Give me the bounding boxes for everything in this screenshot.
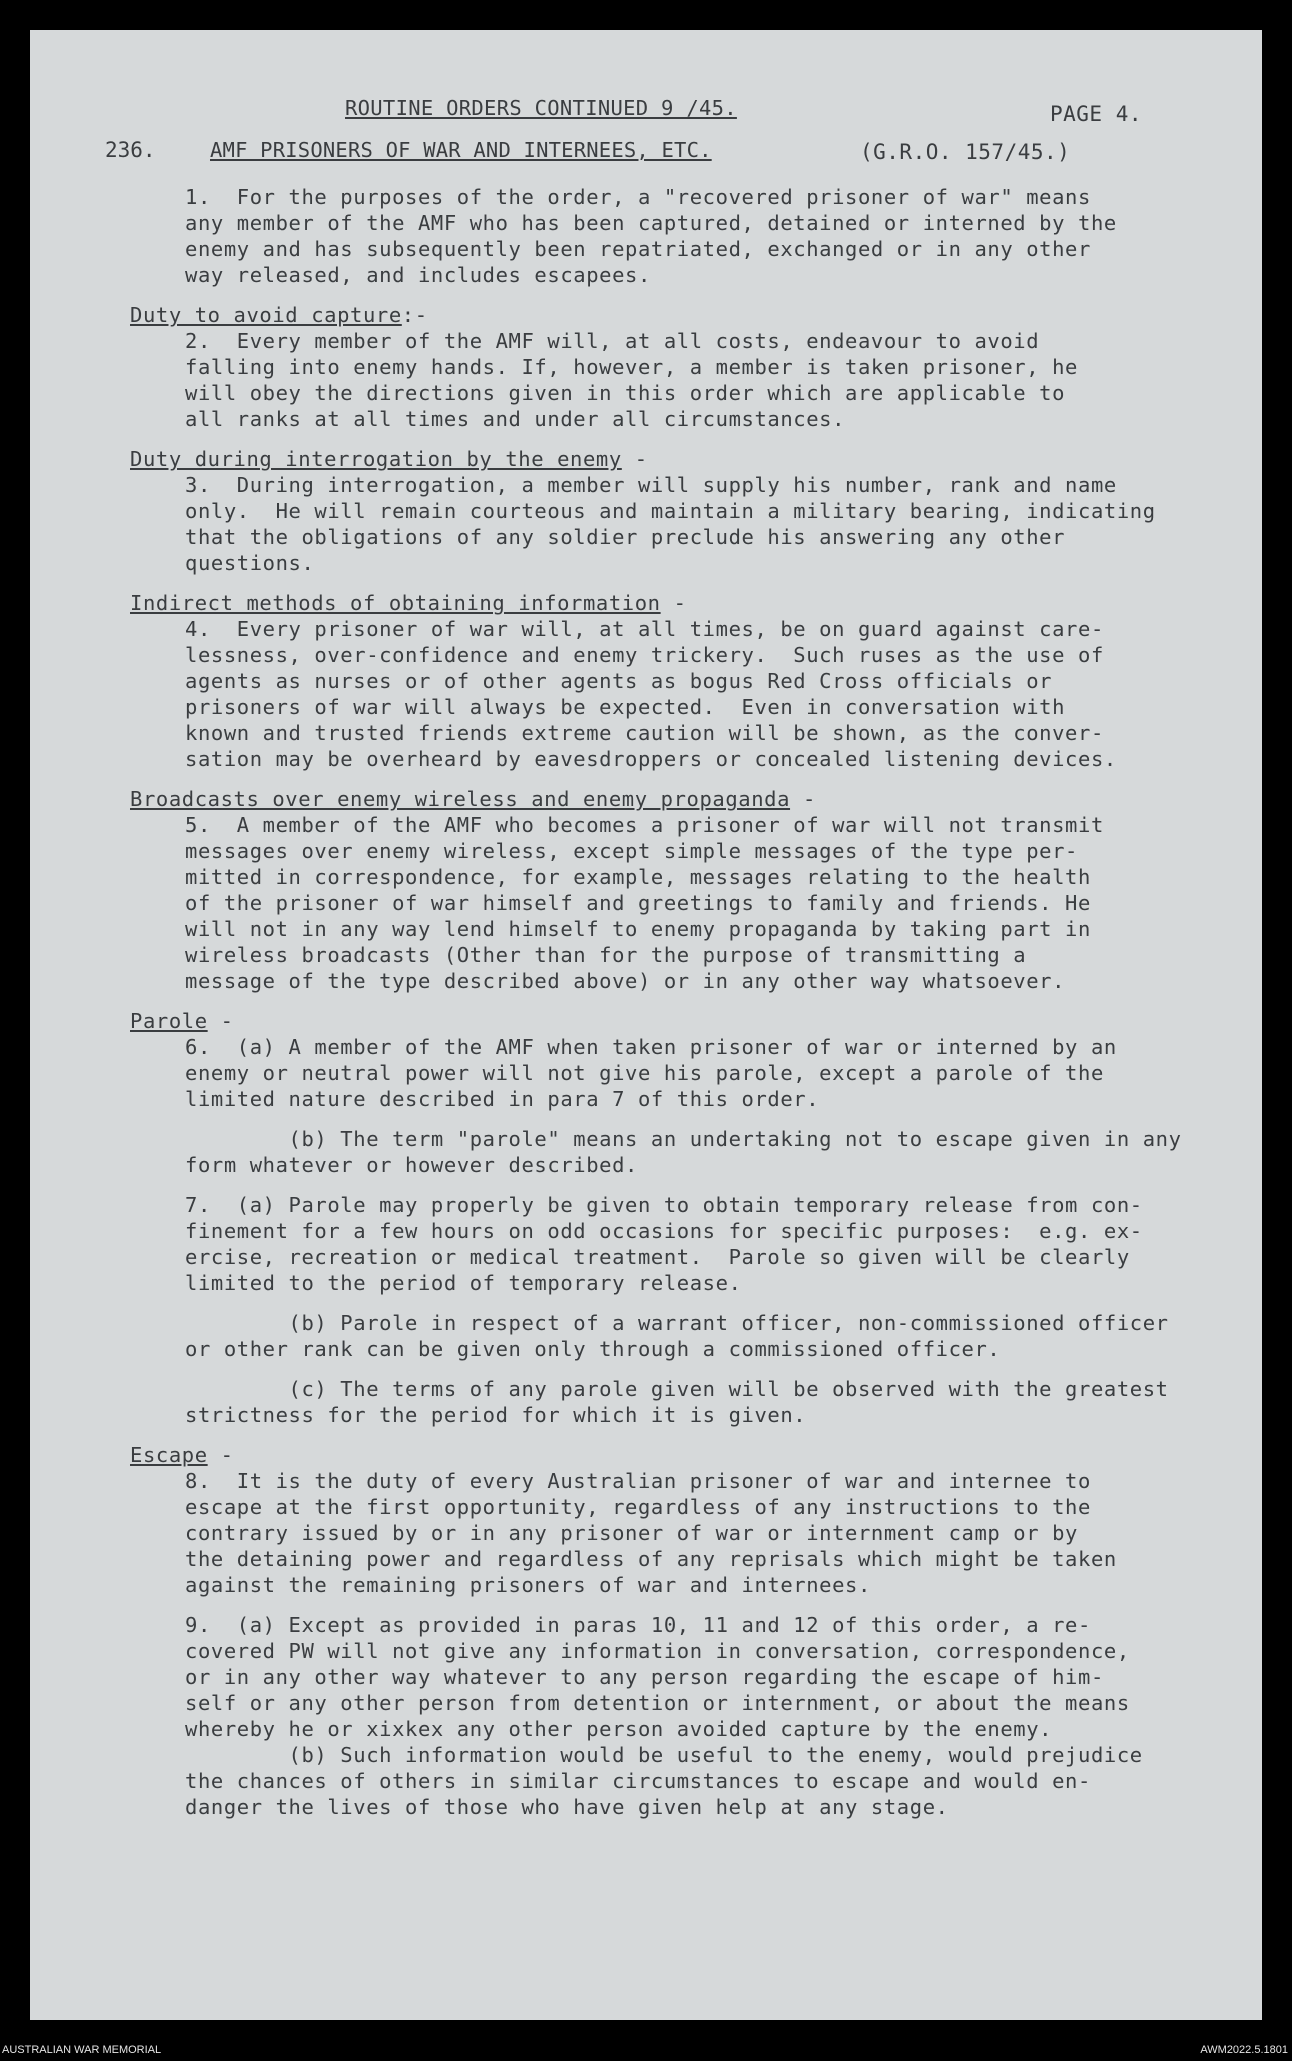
order-title-line <box>105 132 1222 184</box>
heading-text: Duty to avoid capture <box>130 303 402 327</box>
document-page <box>30 30 1262 2020</box>
heading-suffix: :- <box>401 303 428 327</box>
paragraph-5: 5. A member of the AMF who becomes a prisoner of war will not transmit messages over enemy wireless, except simple messages of the type per- mitted in correspondence, for example, messages relating to the health of the prisoner of war himself and greetings to family and friends. He will not in any way lend himself to enemy propaganda by taking part in wireless broadcasts (Other than for the purpose of transmitting a message of the type described above) or in any other way whatsoever. <box>185 813 1104 993</box>
heading-duty-avoid-capture <box>130 302 1222 328</box>
heading-text: Duty during interrogation by the enemy <box>130 447 622 471</box>
paragraph-3: 3. During interrogation, a member will supply his number, rank and name only. He will remain courteous and maintain a military bearing, indicating that the obligations of any soldier preclude his answering any other questions. <box>185 473 1156 575</box>
page-header <box>130 66 1222 124</box>
heading-text: Indirect methods of obtaining information <box>130 591 661 615</box>
order-reference: (G.R.O. 157/45.) <box>860 140 1071 164</box>
paragraph-6a: 6. (a) A member of the AMF when taken prisoner of war or interned by an enemy or neutral power will not give his parole, except a parole of the limited nature described in para 7 of this order. <box>185 1035 1117 1111</box>
heading-broadcasts <box>130 786 1222 812</box>
paragraph-9b: (b) Such information would be useful to the enemy, would prejudice the chances of others in similar circumstances to escape and would en- danger the lives of those who have given help at any stage. <box>185 1743 1143 1819</box>
paragraph-7a: 7. (a) Parole may properly be given to obtain temporary release from con- finement for a few hours on odd occasions for specific purposes: e.g. ex- ercise, recreation or medical treatment. Parole so given will be clearly limited to the period of temporary release. <box>185 1193 1143 1295</box>
archive-footer <box>0 2042 1292 2061</box>
footer-institution: AUSTRALIAN WAR MEMORIAL <box>2 2044 162 2056</box>
paragraph-4: 4. Every prisoner of war will, at all times, be on guard against care- lessness, over-confidence and enemy trickery. Such ruses as the use of agents as nurses or of other agents as bogus Red Cross officials or prisoners of war will always be expected. Even in conversation with known and trusted friends extreme caution will be shown, as the conver- sation may be overheard by eavesdroppers or concealed listening devices. <box>185 617 1117 771</box>
heading-parole <box>130 1008 1222 1034</box>
heading-suffix: - <box>660 591 687 615</box>
heading-text: Escape <box>130 1443 208 1467</box>
order-number: 236. <box>105 138 156 162</box>
paragraph-6b: (b) The term "parole" means an undertaking not to escape given in any form whatever or however described. <box>185 1127 1182 1177</box>
heading-suffix: - <box>207 1443 234 1467</box>
paragraph-7c: (c) The terms of any parole given will be observed with the greatest strictness for the period for which it is given. <box>185 1377 1169 1427</box>
heading-suffix: - <box>790 787 816 811</box>
paragraph-9a: 9. (a) Except as provided in paras 10, 11 and 12 of this order, a re- covered PW will not give any information in conversation, correspondence, or in any other way whatever to any person regarding the escape of him- self or any other person from detention or internment, or about the means whereby he or xixkex any other person avoided capture by the enemy. <box>185 1613 1130 1741</box>
heading-suffix: - <box>207 1009 234 1033</box>
order-title: AMF PRISONERS OF WAR AND INTERNEES, ETC. <box>210 138 712 162</box>
page-number: PAGE 4. <box>1050 102 1143 126</box>
routine-orders-title: ROUTINE ORDERS CONTINUED 9 /45. <box>345 96 737 120</box>
heading-text: Parole <box>130 1009 208 1033</box>
heading-escape <box>130 1442 1222 1468</box>
paragraph-8: 8. It is the duty of every Australian prisoner of war and internee to escape at the first opportunity, regardless of any instructions to the contrary issued by or in any prisoner of war or internment camp or by the detaining power and regardless of any reprisals which might be taken against the remaining prisoners of war and internees. <box>185 1469 1117 1597</box>
heading-text: Broadcasts over enemy wireless and enemy propaganda <box>130 787 791 811</box>
paragraph-1: 1. For the purposes of the order, a "recovered prisoner of war" means any member of the AMF who has been captured, detained or interned by the enemy and has subsequently been repatriated, exchanged or in any other way released, and includes escapees. <box>185 185 1117 287</box>
paragraph-7b: (b) Parole in respect of a warrant officer, non-commissioned officer or other rank can be given only through a commissioned officer. <box>185 1311 1169 1361</box>
heading-duty-interrogation <box>130 446 1222 472</box>
heading-indirect-methods <box>130 590 1222 616</box>
heading-suffix: - <box>621 447 648 471</box>
footer-accession-number: AWM2022.5.1801 <box>1200 2044 1288 2056</box>
paragraph-2: 2. Every member of the AMF will, at all costs, endeavour to avoid falling into enemy hands. If, however, a member is taken prisoner, he will obey the directions given in this order which are applicable to all ranks at all times and under all circumstances. <box>185 329 1079 431</box>
